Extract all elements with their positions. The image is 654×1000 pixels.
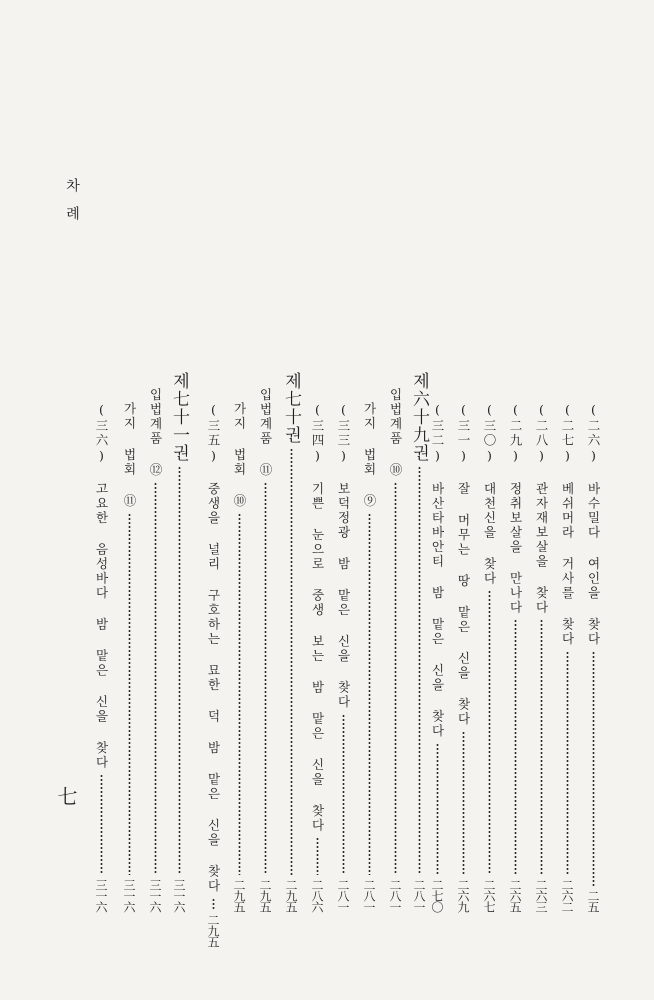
- toc-page-number: 二六三: [534, 879, 548, 912]
- toc-entry-title: 가지 법회 ⑨: [362, 402, 377, 509]
- toc-entry-title: (三六) 고요한 음성바다 밤 맡은 신을 찾다: [94, 402, 109, 770]
- toc-page-number: 三一六: [172, 879, 186, 912]
- toc-page-number: 二六二: [560, 879, 574, 912]
- dot-leader: [100, 774, 103, 875]
- toc-volume-heading: [170, 372, 188, 912]
- toc-page-number: 二五: [586, 890, 600, 912]
- toc-entry-title: (二六) 바수밀다 여인을 찾다: [586, 402, 601, 647]
- toc-entry-title: (三二) 바산타바안티 밤 맡은 신을 찾다: [430, 402, 445, 739]
- dot-leader: [128, 513, 131, 876]
- toc-entry: [334, 402, 352, 912]
- dot-leader: [264, 482, 267, 876]
- toc-entry: [532, 402, 550, 912]
- toc-entry-title: (三三) 보덕정광 밤 맡은 신을 찾다: [336, 402, 351, 710]
- toc-entry-title: (三四) 기쁜 눈으로 중생 보는 밤 맡은 신을 찾다: [310, 402, 325, 833]
- toc-page-number: 二六九: [456, 879, 470, 912]
- toc-entry-title: 가지 법회 ⑩: [232, 402, 247, 509]
- toc-entry-title: 제七十一권: [169, 372, 189, 462]
- running-head: 차례: [64, 178, 80, 234]
- toc-entry: [480, 402, 498, 912]
- toc-page-number: 三一六: [122, 879, 136, 912]
- toc-entry: [558, 402, 576, 912]
- dot-leader: [238, 513, 241, 876]
- toc-page-number: 二九五: [258, 879, 272, 912]
- dot-leader: [514, 619, 517, 875]
- dot-leader: [212, 898, 215, 910]
- dot-leader: [488, 590, 491, 875]
- toc-entry: [360, 402, 378, 912]
- toc-entry-title: (三一) 잘 머무는 땅 맡은 신을 찾다: [456, 402, 471, 727]
- toc-page-number: 二八一: [362, 879, 376, 912]
- dot-leader: [342, 714, 345, 876]
- toc-entry-title: (二八) 관자재보살을 찾다: [534, 402, 549, 615]
- toc-entry-title: 제七十권: [281, 372, 301, 444]
- toc-entry-title: 가지 법회 ⑪: [122, 402, 137, 509]
- toc-page-number: 三一六: [94, 879, 108, 912]
- toc-entry: [506, 402, 524, 912]
- toc-page-number: 二八一: [412, 879, 426, 912]
- toc-page-number: 二六五: [508, 879, 522, 912]
- dot-leader: [154, 482, 157, 876]
- dot-leader: [436, 743, 439, 876]
- toc-page-number: 二八一: [388, 879, 402, 912]
- toc-volume-heading: [282, 372, 300, 912]
- dot-leader: [418, 466, 421, 875]
- dot-leader: [290, 448, 293, 875]
- toc-section-heading: [146, 388, 164, 912]
- toc-page-number: 二七〇: [430, 879, 444, 912]
- dot-leader: [592, 651, 595, 887]
- toc-entry: [428, 402, 446, 912]
- toc-page-number: 二九五: [284, 879, 298, 912]
- dot-leader: [462, 731, 465, 876]
- toc-entry: [120, 402, 138, 912]
- toc-page-number: 二八一: [336, 879, 350, 912]
- dot-leader: [178, 466, 181, 875]
- toc-entry: [454, 402, 472, 912]
- page-folio: 七: [54, 786, 78, 806]
- dot-leader: [394, 482, 397, 876]
- toc-volume-heading: [410, 372, 428, 912]
- toc-entry-title: 입법계품 ⑪: [258, 388, 273, 478]
- toc-section-heading: [256, 388, 274, 912]
- dot-leader: [368, 513, 371, 876]
- toc-entry-title: 제六十九권: [409, 372, 429, 462]
- toc-entry: [584, 402, 602, 912]
- toc-entry: [308, 402, 326, 912]
- toc-page-number: 二六七: [482, 879, 496, 912]
- toc-entry-title: (三〇) 대천신을 찾다: [482, 402, 497, 586]
- toc-entry: [204, 402, 222, 947]
- toc-section-heading: [386, 388, 404, 912]
- toc-page-number: 三一六: [148, 879, 162, 912]
- toc-entry-title: (三五) 중생을 널리 구호하는 묘한 덕 밤 맡은 신을 찾다: [206, 402, 221, 894]
- toc-entry: [230, 402, 248, 912]
- toc-entry-title: 입법계품 ⑩: [388, 388, 403, 478]
- dot-leader: [316, 837, 319, 875]
- toc-page-number: 二八六: [310, 879, 324, 912]
- toc-entry: [92, 402, 110, 912]
- dot-leader: [540, 619, 543, 875]
- toc-entry-title: (二七) 베쉬머라 거사를 찾다: [560, 402, 575, 647]
- toc-entry-title: (二九) 정취보살을 만나다: [508, 402, 523, 615]
- toc-entry-title: 입법계품 ⑫: [148, 388, 163, 478]
- toc-page-number: 二九五: [232, 879, 246, 912]
- dot-leader: [566, 651, 569, 876]
- toc-page-number: 二九五: [206, 913, 220, 947]
